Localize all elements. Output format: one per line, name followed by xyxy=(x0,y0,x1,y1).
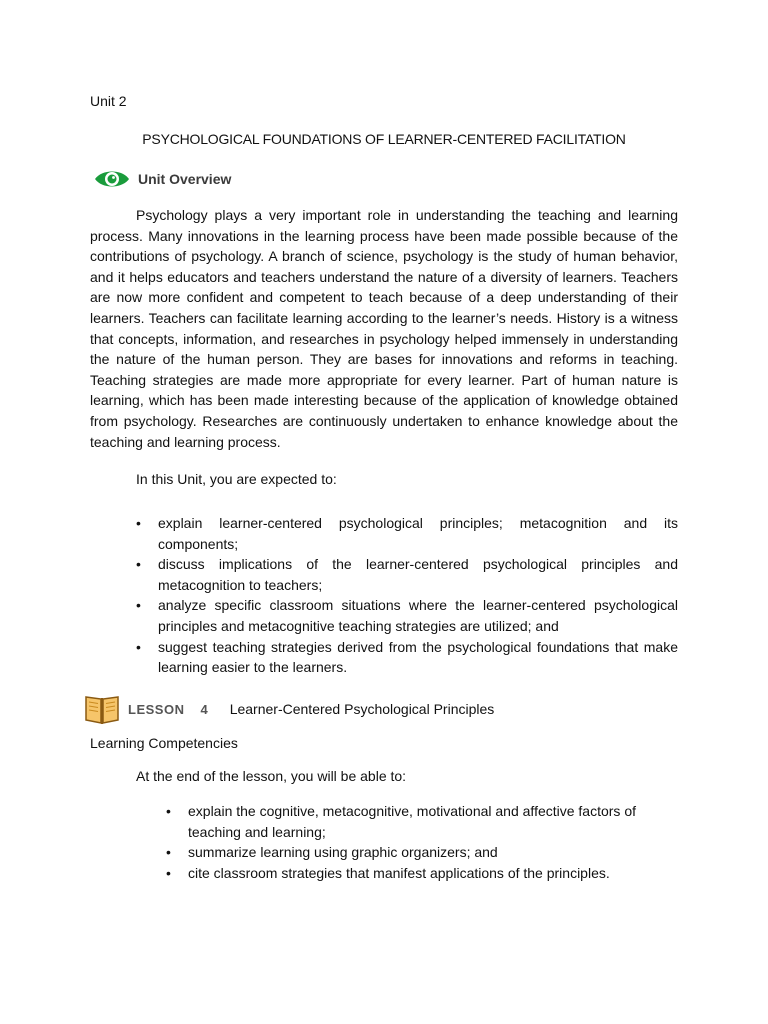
eye-icon xyxy=(94,168,130,190)
competencies-heading: Learning Competencies xyxy=(90,735,238,751)
lesson-title: Learner-Centered Psychological Principles xyxy=(229,701,495,717)
list-item: • suggest teaching strategies derived from the psychological foundations that make learning easier to the learners. xyxy=(136,637,678,678)
list-item: • summarize learning using graphic organizers; and xyxy=(166,842,666,863)
book-icon xyxy=(84,693,120,725)
list-item: • cite classroom strategies that manifest applications of the principles. xyxy=(166,863,666,884)
list-item: • discuss implications of the learner-centered psychological principles and metacognition to teachers; xyxy=(136,554,678,595)
expectations-list xyxy=(136,513,678,678)
unit-overview-label: Unit Overview xyxy=(138,171,232,187)
unit-title: PSYCHOLOGICAL FOUNDATIONS OF LEARNER-CENTERED FACILITATION xyxy=(142,131,626,147)
intro-paragraph: Psychology plays a very important role in understanding the teaching and learning process. Many innovations in the learning process have been made possible because of the contributions of psychology. A branch of science, psychology is the study of human behavior, and it helps educators and teachers understand the nature of a diversity of learners. Teachers are now more confident and competent to teach because of a deep understanding of their learners. Teachers can facilitate learning according to the learner’s needs. History is a witness that concepts, information, and researches in psychology helped immensely in understanding the nature of the human person. They are bases for innovations and reforms in teaching. Teaching strategies are made more appropriate for every learner. Part of human nature is learning, which has been made interesting because of the application of knowledge obtained from psychology. Researches are continuously undertaken to enhance knowledge about the teaching and learning process. xyxy=(90,207,678,450)
unit-label: Unit 2 xyxy=(90,93,127,109)
lesson-number: 4 xyxy=(200,701,208,717)
list-item: • explain the cognitive, metacognitive, motivational and affective factors of teaching and learning; xyxy=(166,801,666,842)
unit-overview-header xyxy=(94,168,231,190)
list-item: • explain learner-centered psychological principles; metacognition and its components; xyxy=(136,513,678,554)
list-item: • analyze specific classroom situations where the learner-centered psychological principles and metacognitive teaching strategies are utilized; and xyxy=(136,595,678,636)
lesson-header xyxy=(84,693,494,725)
competencies-list xyxy=(166,801,666,883)
lesson-word: LESSON xyxy=(128,701,185,717)
expectations-lead: In this Unit, you are expected to: xyxy=(136,471,337,487)
competencies-lead: At the end of the lesson, you will be able to: xyxy=(136,768,407,784)
